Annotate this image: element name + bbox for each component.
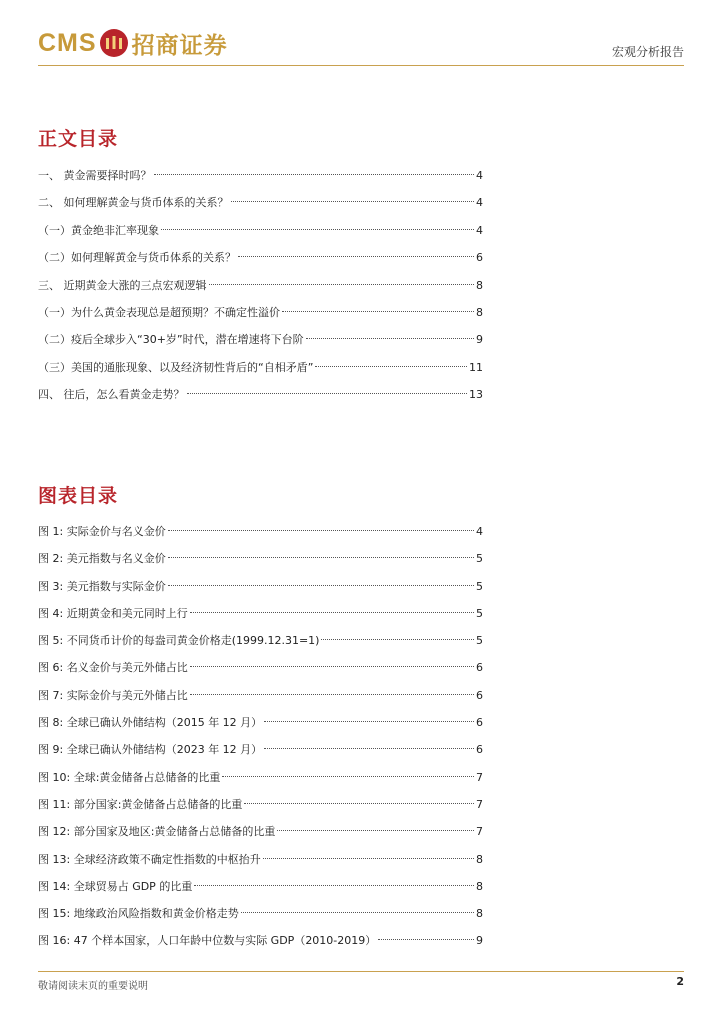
toc-entry-label: 图 12: 部分国家及地区:黄金储备占总储备的比重 (38, 825, 276, 839)
logo-cn-text: 招商证券 (131, 31, 228, 59)
footer-disclaimer: 敬请阅读末页的重要说明 (38, 981, 148, 992)
logo-cms-text: CMS (38, 28, 97, 57)
toc-entry[interactable] (38, 272, 483, 299)
toc-entry[interactable] (38, 518, 483, 545)
toc-entry-page: 4 (476, 169, 483, 182)
toc-entry[interactable] (38, 162, 483, 189)
toc-entry-label: 图 4: 近期黄金和美元同时上行 (38, 606, 188, 620)
toc-entry[interactable] (38, 654, 483, 681)
toc-main-list (38, 162, 483, 409)
toc-entry-label: （三）美国的通胀现象、以及经济韧性背后的“自相矛盾” (38, 360, 314, 374)
toc-entry-label: （一）为什么黄金表现总是超预期？不确定性溢价 (38, 305, 280, 319)
toc-leader-dots (222, 776, 474, 777)
toc-entry[interactable] (38, 545, 483, 572)
toc-entry-page: 6 (476, 688, 483, 702)
toc-entry-label: 图 8: 全球已确认外储结构（2015 年 12 月） (38, 716, 263, 730)
company-logo (38, 26, 228, 60)
toc-leader-dots (231, 201, 475, 202)
toc-entry-page: 6 (476, 716, 483, 730)
toc-leader-dots (238, 256, 474, 257)
toc-entry-page: 6 (476, 661, 483, 675)
toc-entry[interactable] (38, 600, 483, 627)
logo-emblem-icon (100, 29, 128, 57)
toc-entry-page: 4 (476, 223, 483, 237)
toc-leader-dots (154, 174, 475, 175)
toc-entry-page: 8 (476, 907, 483, 921)
toc-entry[interactable] (38, 682, 483, 709)
toc-entry[interactable] (38, 627, 483, 654)
toc-leader-dots (263, 858, 474, 859)
toc-entry-label: 图 7: 实际金价与美元外储占比 (38, 688, 188, 702)
toc-entry[interactable] (38, 381, 483, 408)
toc-entry-label: 图 10: 全球:黄金储备占总储备的比重 (38, 770, 221, 784)
toc-entry[interactable] (38, 709, 483, 736)
toc-leader-dots (190, 612, 474, 613)
toc-entry-label: 图 13: 全球经济政策不确定性指数的中枢抬升 (38, 852, 261, 866)
toc-entry-page: 8 (476, 852, 483, 866)
toc-leader-dots (315, 366, 467, 367)
toc-leader-dots (168, 557, 474, 558)
toc-entry-label: 一、 黄金需要择时吗？ (38, 169, 152, 182)
toc-entry[interactable] (38, 846, 483, 873)
toc-entry-page: 9 (476, 333, 483, 347)
toc-entry-label: 图 11: 部分国家:黄金储备占总储备的比重 (38, 797, 243, 811)
toc-leader-dots (321, 639, 474, 640)
toc-entry-page: 6 (476, 251, 483, 265)
toc-leader-dots (168, 585, 474, 586)
toc-leader-dots (244, 803, 474, 804)
toc-entry-label: 图 6: 名义金价与美元外储占比 (38, 661, 188, 675)
toc-leader-dots (190, 694, 474, 695)
report-type-label: 宏观分析报告 (611, 45, 684, 59)
toc-leader-dots (264, 748, 474, 749)
toc-entry-label: （一）黄金绝非汇率现象 (38, 223, 159, 237)
toc-entry[interactable] (38, 354, 483, 381)
toc-leader-dots (306, 338, 474, 339)
toc-entry-label: 图 1: 实际金价与名义金价 (38, 525, 166, 538)
toc-figs-list (38, 518, 483, 955)
toc-entry[interactable] (38, 818, 483, 845)
toc-entry-label: 二、 如何理解黄金与货币体系的关系？ (38, 196, 229, 210)
toc-entry-page: 13 (469, 388, 483, 402)
toc-entry[interactable] (38, 873, 483, 900)
toc-leader-dots (194, 885, 474, 886)
toc-entry-page: 4 (476, 525, 483, 538)
toc-leader-dots (282, 311, 474, 312)
toc-entry[interactable] (38, 244, 483, 271)
toc-entry-page: 9 (476, 934, 483, 948)
toc-leader-dots (277, 830, 474, 831)
toc-entry-label: 图 16: 47 个样本国家，人口年龄中位数与实际 GDP（2010-2019） (38, 934, 377, 948)
toc-entry[interactable] (38, 573, 483, 600)
toc-entry-page: 7 (476, 770, 483, 784)
toc-entry[interactable] (38, 189, 483, 216)
toc-entry[interactable] (38, 299, 483, 326)
toc-entry-page: 6 (476, 743, 483, 757)
header-divider (38, 65, 684, 66)
toc-entry-label: 四、 往后，怎么看黄金走势？ (38, 388, 185, 402)
toc-leader-dots (378, 939, 474, 940)
toc-entry-page: 11 (469, 360, 483, 374)
toc-entry-label: 图 5: 不同货币计价的每盎司黄金价格走(1999.12.31=1) (38, 634, 320, 648)
toc-entry-page: 5 (476, 552, 483, 566)
toc-entry[interactable] (38, 736, 483, 763)
toc-entry-page: 4 (476, 196, 483, 210)
toc-entry-label: （二）如何理解黄金与货币体系的关系？ (38, 251, 236, 265)
toc-entry-label: 图 15: 地缘政治风险指数和黄金价格走势 (38, 907, 239, 921)
toc-figs-title: 图表目录 (38, 485, 119, 507)
toc-leader-dots (190, 666, 474, 667)
toc-entry[interactable] (38, 927, 483, 954)
toc-entry-label: 图 9: 全球已确认外储结构（2023 年 12 月） (38, 743, 263, 757)
toc-leader-dots (168, 530, 474, 531)
toc-entry[interactable] (38, 326, 483, 353)
toc-entry-label: （二）疫后全球步入“30+岁”时代，潜在增速将下台阶 (38, 333, 304, 347)
toc-entry-page: 5 (476, 606, 483, 620)
toc-entry-page: 5 (476, 579, 483, 593)
page-number: 2 (676, 975, 684, 988)
toc-entry-label: 图 2: 美元指数与名义金价 (38, 552, 166, 566)
toc-leader-dots (241, 912, 474, 913)
toc-entry[interactable] (38, 900, 483, 927)
toc-main-title: 正文目录 (38, 128, 119, 150)
toc-entry-label: 图 3: 美元指数与实际金价 (38, 579, 166, 593)
page-header (38, 26, 684, 66)
toc-leader-dots (209, 284, 475, 285)
toc-entry-label: 三、 近期黄金大涨的三点宏观逻辑 (38, 278, 207, 292)
toc-entry-page: 8 (476, 305, 483, 319)
toc-entry[interactable] (38, 764, 483, 791)
emblem-bars-icon (104, 35, 124, 51)
toc-entry-label: 图 14: 全球贸易占 GDP 的比重 (38, 879, 193, 893)
toc-leader-dots (161, 229, 474, 230)
toc-entry-page: 7 (476, 825, 483, 839)
toc-entry-page: 5 (476, 634, 483, 648)
toc-entry-page: 8 (476, 879, 483, 893)
footer-divider (38, 971, 684, 972)
toc-entry[interactable] (38, 217, 483, 244)
toc-leader-dots (264, 721, 474, 722)
toc-leader-dots (187, 393, 468, 394)
toc-entry-page: 8 (476, 278, 483, 292)
toc-entry[interactable] (38, 791, 483, 818)
toc-entry-page: 7 (476, 797, 483, 811)
